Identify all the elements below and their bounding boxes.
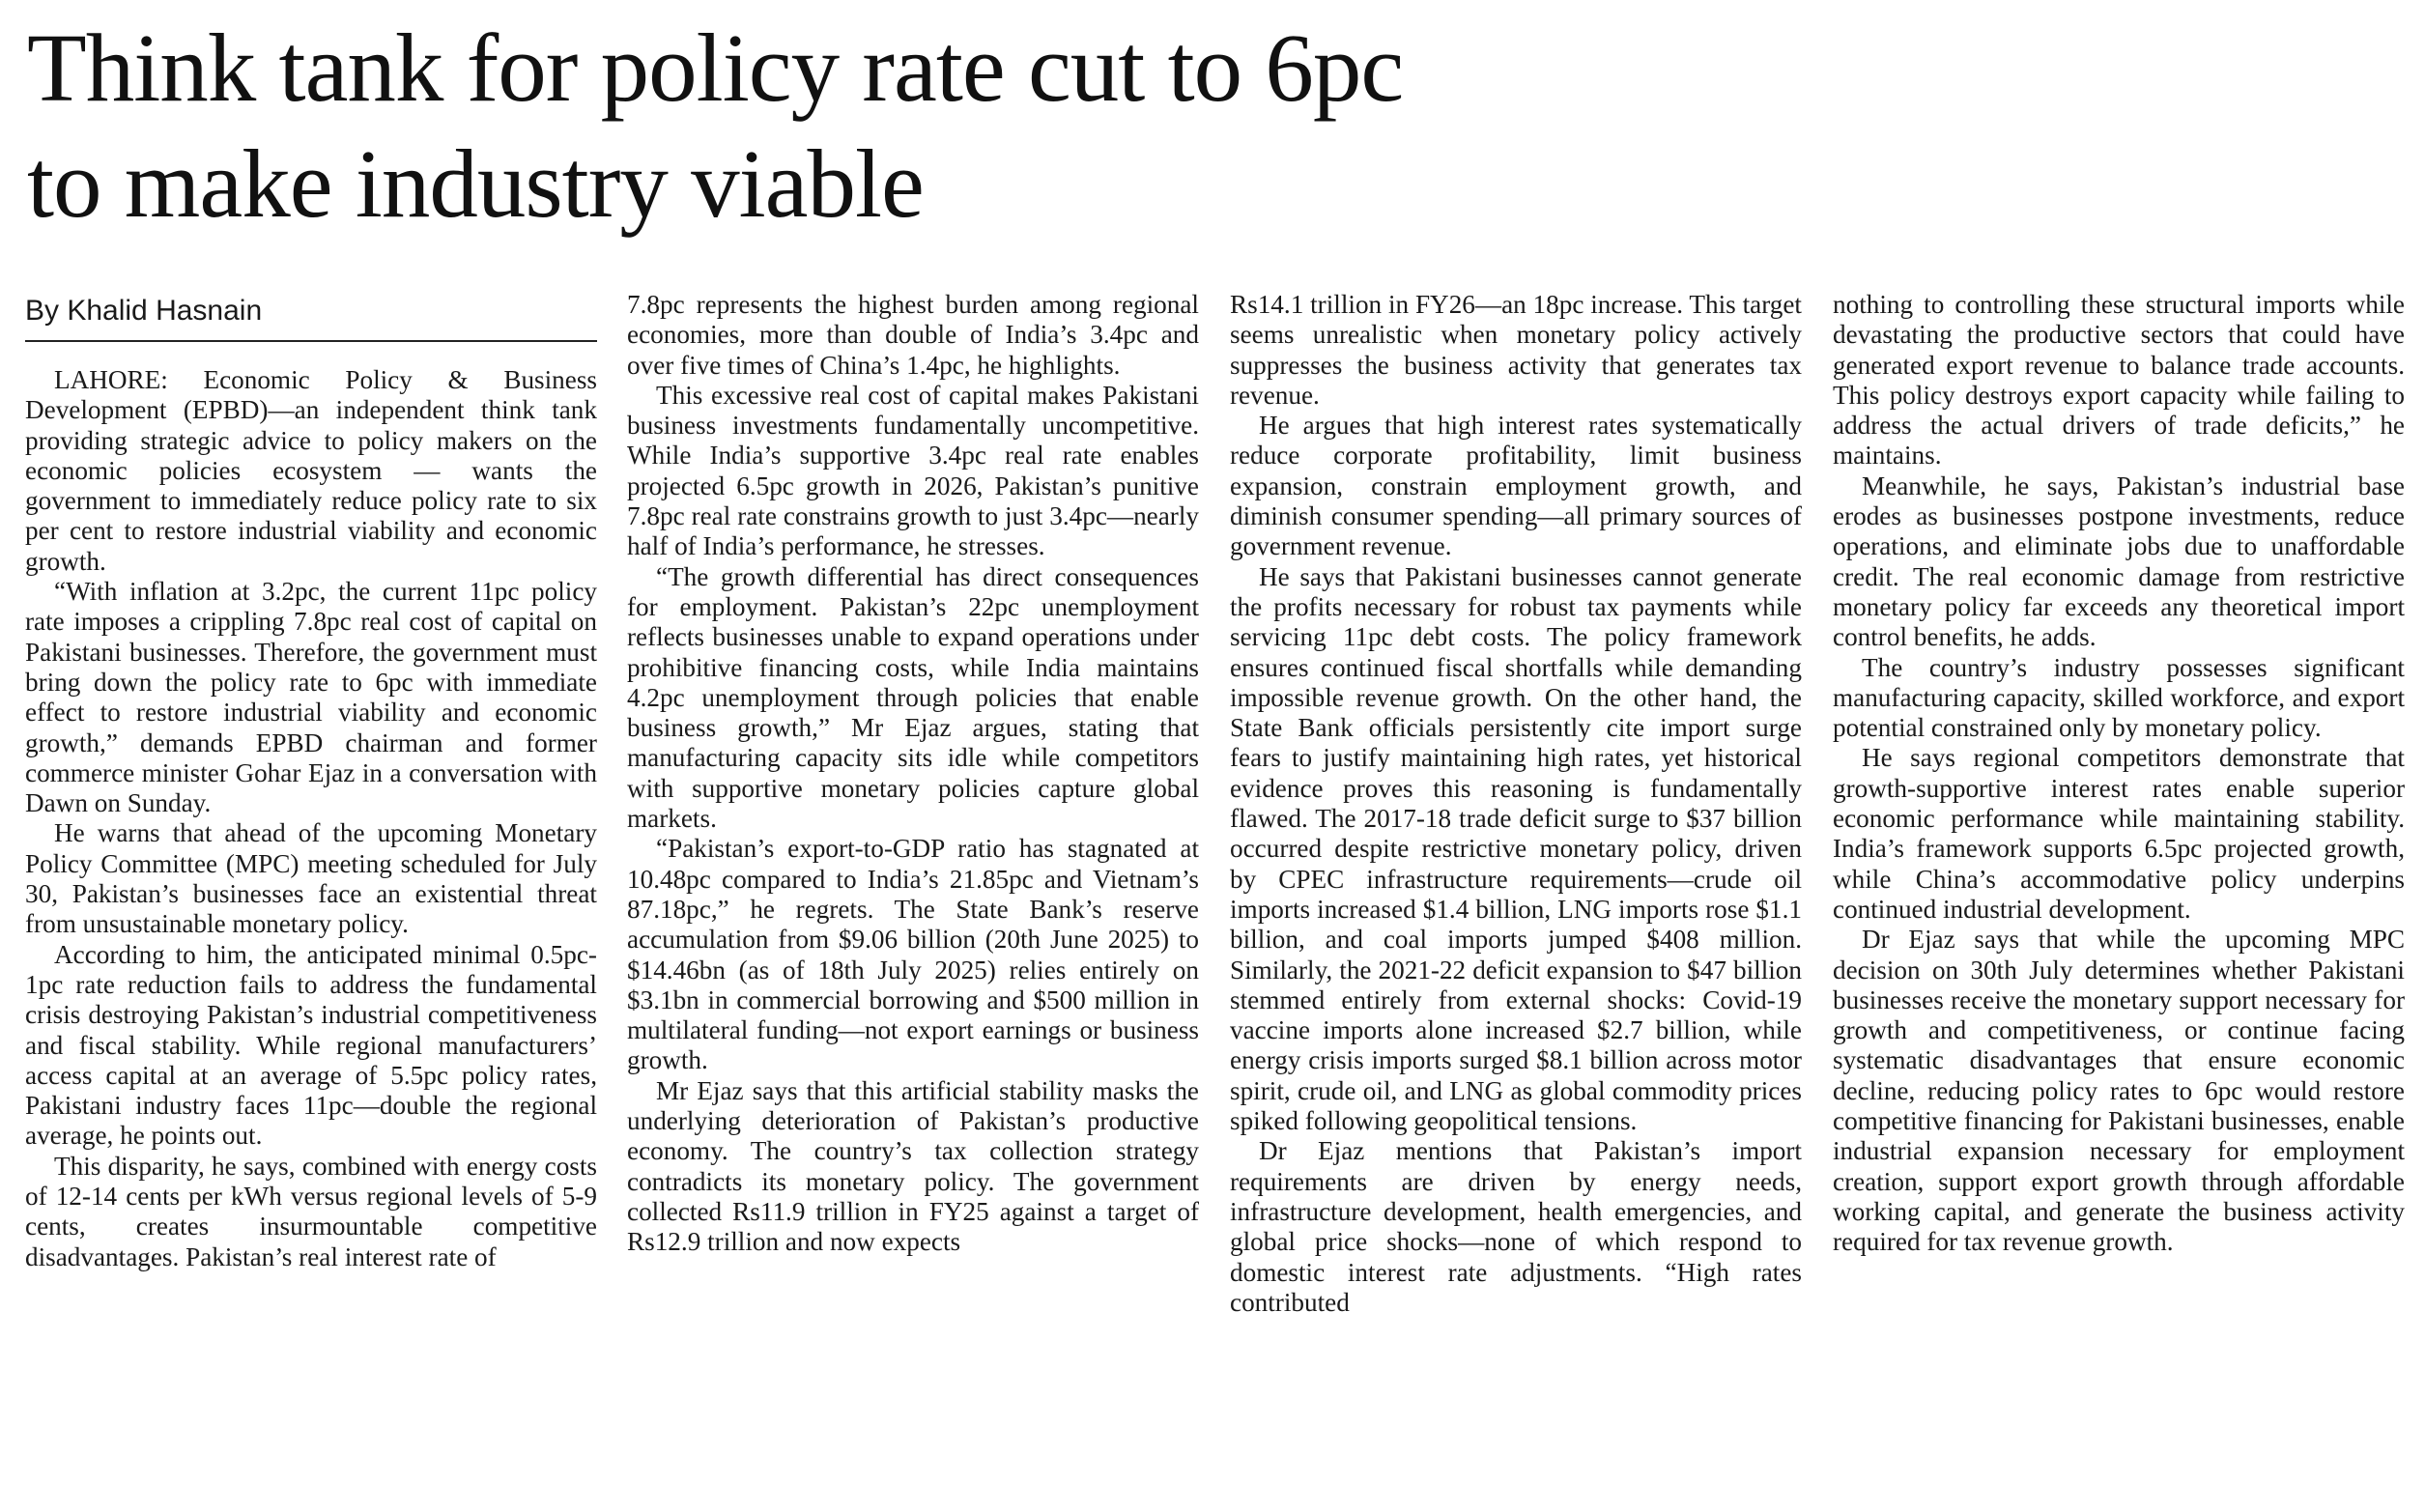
article-body bbox=[25, 290, 2405, 1512]
paragraph: Dr Ejaz mentions that Pakistan’s import requirements are driven by energy needs, infrastructure development, health emergencies, and global price shocks—none of which respond to domestic interest rate adjustments. “High rates contributed bbox=[1230, 1136, 1802, 1317]
headline-line-2: to make industry viable bbox=[27, 129, 924, 238]
paragraph: “The growth differential has direct consequences for employment. Pakistan’s 22pc unemployment reflects businesses unable to expand operations under prohibitive financing costs, while India maintains 4.2pc unemployment through policies that enable business growth,” Mr Ejaz argues, stating that manufacturing capacity sits idle while competitors with supportive monetary policies capture global markets. bbox=[627, 561, 1199, 834]
paragraph: 7.8pc represents the highest burden among regional economies, more than double of India’s 3.4pc and over five times of China’s 1.4pc, he highlights. bbox=[627, 290, 1199, 380]
paragraph: This excessive real cost of capital makes Pakistani business investments fundamentally uncompetitive. While India’s supportive 3.4pc real rate enables projected 6.5pc growth in 2026, Pakistan’s punitive 7.8pc real rate constrains growth to just 3.4pc—nearly half of India’s performance, he stresses. bbox=[627, 380, 1199, 561]
paragraph: According to him, the anticipated minimal 0.5pc-1pc rate reduction fails to address the fundamental crisis destroying Pakistan’s industrial competitiveness and fiscal stability. While regional manufacturers’ access capital at an average of 5.5pc policy rates, Pakistani industry faces 11pc—double the regional average, he points out. bbox=[25, 939, 597, 1151]
paragraph: Mr Ejaz says that this artificial stability masks the underlying deterioration of Pakistan’s productive economy. The country’s tax collection strategy contradicts its monetary policy. The government collected Rs11.9 trillion in FY25 against a target of Rs12.9 trillion and now expects bbox=[627, 1075, 1199, 1257]
column-4 bbox=[1833, 290, 2405, 1512]
byline: By Khalid Hasnain bbox=[25, 290, 597, 342]
paragraph: He says that Pakistani businesses cannot generate the profits necessary for robust tax payments while servicing 11pc debt costs. The policy framework ensures continued fiscal shortfalls while demanding impossible revenue growth. On the other hand, the State Bank officials persistently cite import surge fears to justify maintaining high rates, yet historical evidence proves this reasoning is fundamentally flawed. The 2017-18 trade deficit surge to $37 billion occurred despite restrictive monetary policy, driven by CPEC infrastructure requirements—crude oil imports increased $1.4 billion, LNG imports rose $1.1 billion, and coal imports jumped $408 million. Similarly, the 2021-22 deficit expansion to $47 billion stemmed entirely from external shocks: Covid-19 vaccine imports alone increased $2.7 billion, while energy crisis imports surged $8.1 billion across motor spirit, crude oil, and LNG as global commodity prices spiked following geopolitical tensions. bbox=[1230, 561, 1802, 1136]
column-2 bbox=[627, 290, 1199, 1512]
paragraph: “With inflation at 3.2pc, the current 11pc policy rate imposes a crippling 7.8pc real cost of capital on Pakistani businesses. Therefore, the government must bring down the policy rate to 6pc with immediate effect to restore industrial viability and economic growth,” demands EPBD chairman and former commerce minister Gohar Ejaz in a conversation with Dawn on Sunday. bbox=[25, 577, 597, 818]
column-3 bbox=[1230, 290, 1802, 1512]
paragraph: Meanwhile, he says, Pakistan’s industrial base erodes as businesses postpone investments, reduce operations, and eliminate jobs due to unaffordable credit. The real economic damage from restrictive monetary policy far exceeds any theoretical import control benefits, he adds. bbox=[1833, 471, 2405, 652]
paragraph: Rs14.1 trillion in FY26—an 18pc increase. This target seems unrealistic when monetary policy actively suppresses the business activity that generates tax revenue. bbox=[1230, 290, 1802, 410]
paragraph: The country’s industry possesses significant manufacturing capacity, skilled workforce, and export potential constrained only by monetary policy. bbox=[1833, 652, 2405, 743]
paragraph: He argues that high interest rates systematically reduce corporate profitability, limit business expansion, constrain employment growth, and diminish consumer spending—all primary sources of government revenue. bbox=[1230, 411, 1802, 561]
paragraph: Dr Ejaz says that while the upcoming MPC decision on 30th July determines whether Pakistani businesses receive the monetary support necessary for growth and competitiveness, or continue facing systematic disadvantages that ensure economic decline, reducing policy rates to 6pc would restore competitive financing for Pakistani businesses, enable industrial expansion necessary for employment creation, support export growth through affordable working capital, and generate the business activity required for tax revenue growth. bbox=[1833, 925, 2405, 1257]
paragraph: He says regional competitors demonstrate that growth-supportive interest rates enable superior economic performance while maintaining stability. India’s framework supports 6.5pc projected growth, while China’s accommodative policy underpins continued industrial development. bbox=[1833, 743, 2405, 924]
paragraph: This disparity, he says, combined with energy costs of 12-14 cents per kWh versus regional levels of 5-9 cents, creates insurmountable competitive disadvantages. Pakistan’s real interest rate of bbox=[25, 1151, 597, 1271]
column-1 bbox=[25, 290, 597, 1512]
paragraph: LAHORE: Economic Policy & Business Development (EPBD)—an independent think tank providing strategic advice to policy makers on the economic policies ecosystem — wants the government to immediately reduce policy rate to six per cent to restore industrial viability and economic growth. bbox=[25, 365, 597, 576]
paragraph: “Pakistan’s export-to-GDP ratio has stagnated at 10.48pc compared to India’s 21.85pc and Vietnam’s 87.18pc,” he regrets. The State Bank’s reserve accumulation from $9.06 billion (20th June 2025) to $14.46bn (as of 18th July 2025) relies entirely on $3.1bn in commercial borrowing and $500 million in multilateral funding—not export earnings or business growth. bbox=[627, 834, 1199, 1075]
headline-line-1: Think tank for policy rate cut to 6pc bbox=[27, 14, 1404, 122]
paragraph: He warns that ahead of the upcoming Monetary Policy Committee (MPC) meeting scheduled for July 30, Pakistan’s businesses face an existential threat from unsustainable monetary policy. bbox=[25, 818, 597, 939]
headline bbox=[27, 10, 2404, 242]
paragraph: nothing to controlling these structural imports while devastating the productive sectors that could have generated export revenue to balance trade accounts. This policy destroys export capacity while failing to address the actual drivers of trade deficits,” he maintains. bbox=[1833, 290, 2405, 471]
